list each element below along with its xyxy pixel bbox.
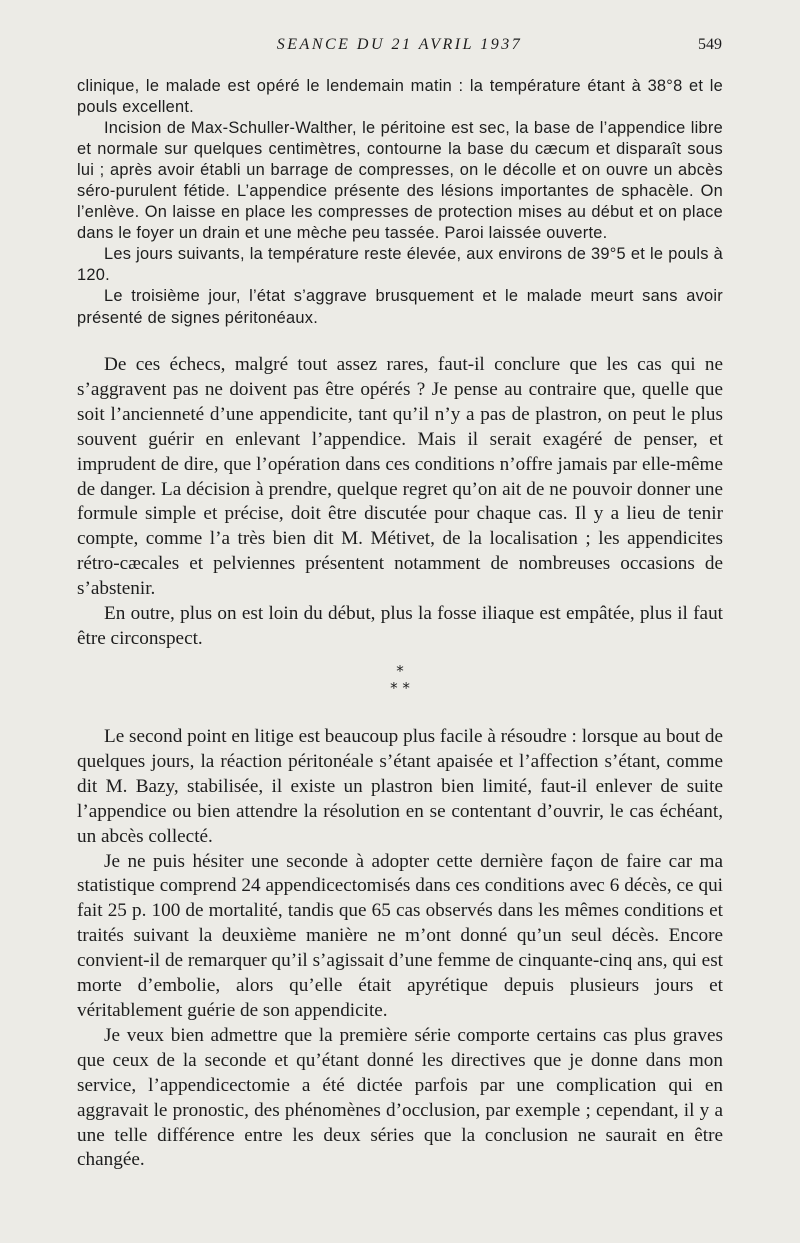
paragraph: Le second point en litige est beaucoup plus facile à résoudre : lorsque au bout de quelques jours, la réaction péritonéale s’étant apaisée et l’affection s’étant, comme dit M. Bazy, stabilisée, il existe un plastron bien limité, faut-il enlever de suite l’appendice ou bien attendre la résolution en se contentant d’ouvrir, le cas échéant, un abcès collecté.: [77, 726, 723, 847]
section-one-text: [77, 353, 723, 652]
paragraph: Je veux bien admettre que la première série comporte certains cas plus graves que ceux de la seconde et qu’étant donné les directives que je donne dans mon service, l’appendicectomie a été dictée parfois par une complication qui en aggravait le pronostic, des phénomènes d’occlusion, par exemple ; cependant, il y a une telle différence entre les deux séries que la conclusion ne saurait en être changée.: [77, 1024, 723, 1171]
paragraph: En outre, plus on est loin du début, plus la fosse iliaque est empâtée, plus il faut être circonspect.: [77, 603, 723, 649]
section-two-text: [77, 725, 723, 1173]
page-number: 549: [698, 36, 722, 53]
page-header: [77, 36, 722, 60]
running-title: SEANCE DU 21 AVRIL 1937: [276, 36, 523, 53]
paragraph: clinique, le malade est opéré le lendemain matin : la température étant à 38°8 et le pouls excellent.: [77, 77, 723, 117]
paragraph: Incision de Max-Schuller-Walther, le péritoine est sec, la base de l’appendice libre et normale sur quelques centimètres, contourne la base du cæcum et disparaît sous lui ; après avoir établi un barrage de compresses, on le décolle et on ouvre un abcès séro-purulent fétide. L’appendice présente des lésions importantes de sphacèle. On l’enlève. On laisse en place les compresses de protection mises au début et on place dans le foyer un drain et une mèche peu tassée. Paroi laissée ouverte.: [77, 119, 723, 243]
asterism-bottom: * *: [390, 679, 410, 697]
paragraph: Les jours suivants, la température reste élevée, aux environs de 39°5 et le pouls à 120.: [77, 245, 723, 285]
asterism-separator: [0, 663, 800, 697]
paragraph: Je ne puis hésiter une seconde à adopter cette dernière façon de faire car ma statistique comprend 24 appendicectomisés dans ces conditions avec 6 décès, ce qui fait 25 p. 100 de mortalité, tandis que 65 cas observés dans les mêmes conditions et traités suivant la deuxième manière ne m’ont donné qu’un seul décès. Encore convient-il de remarquer qu’il s’agissait d’une femme de cinquante-cinq ans, qui est morte d’embolie, alors qu’elle était apyrétique depuis plusieurs jours et véritablement guérie de son appendicite.: [77, 850, 723, 1021]
asterism-top: *: [396, 662, 404, 680]
case-report-text: [77, 76, 723, 329]
paragraph: De ces échecs, malgré tout assez rares, faut-il conclure que les cas qui ne s’aggravent pas ne doivent pas être opérés ? Je pense au contraire que, quelle que soit l’ancienneté d’une appendicite, tant qu’il n’y a pas de plastron, on peut le plus souvent guérir en enlevant l’appendice. Mais il serait exagéré de penser, et imprudent de dire, que l’opération dans ces conditions n’offre jamais par elle-même de danger. La décision à prendre, quelque regret qu’on ait de ne pouvoir donner une formule simple et précise, doit être discutée pour chaque cas. Il y a lieu de tenir compte, comme l’a très bien dit M. Métivet, de la localisation ; les appendicites rétro-cæcales et pelviennes présentent notamment de nombreuses occasions de s’abstenir.: [77, 354, 723, 600]
paragraph: Le troisième jour, l’état s’aggrave brusquement et le malade meurt sans avoir présenté de signes péritonéaux.: [77, 287, 723, 327]
